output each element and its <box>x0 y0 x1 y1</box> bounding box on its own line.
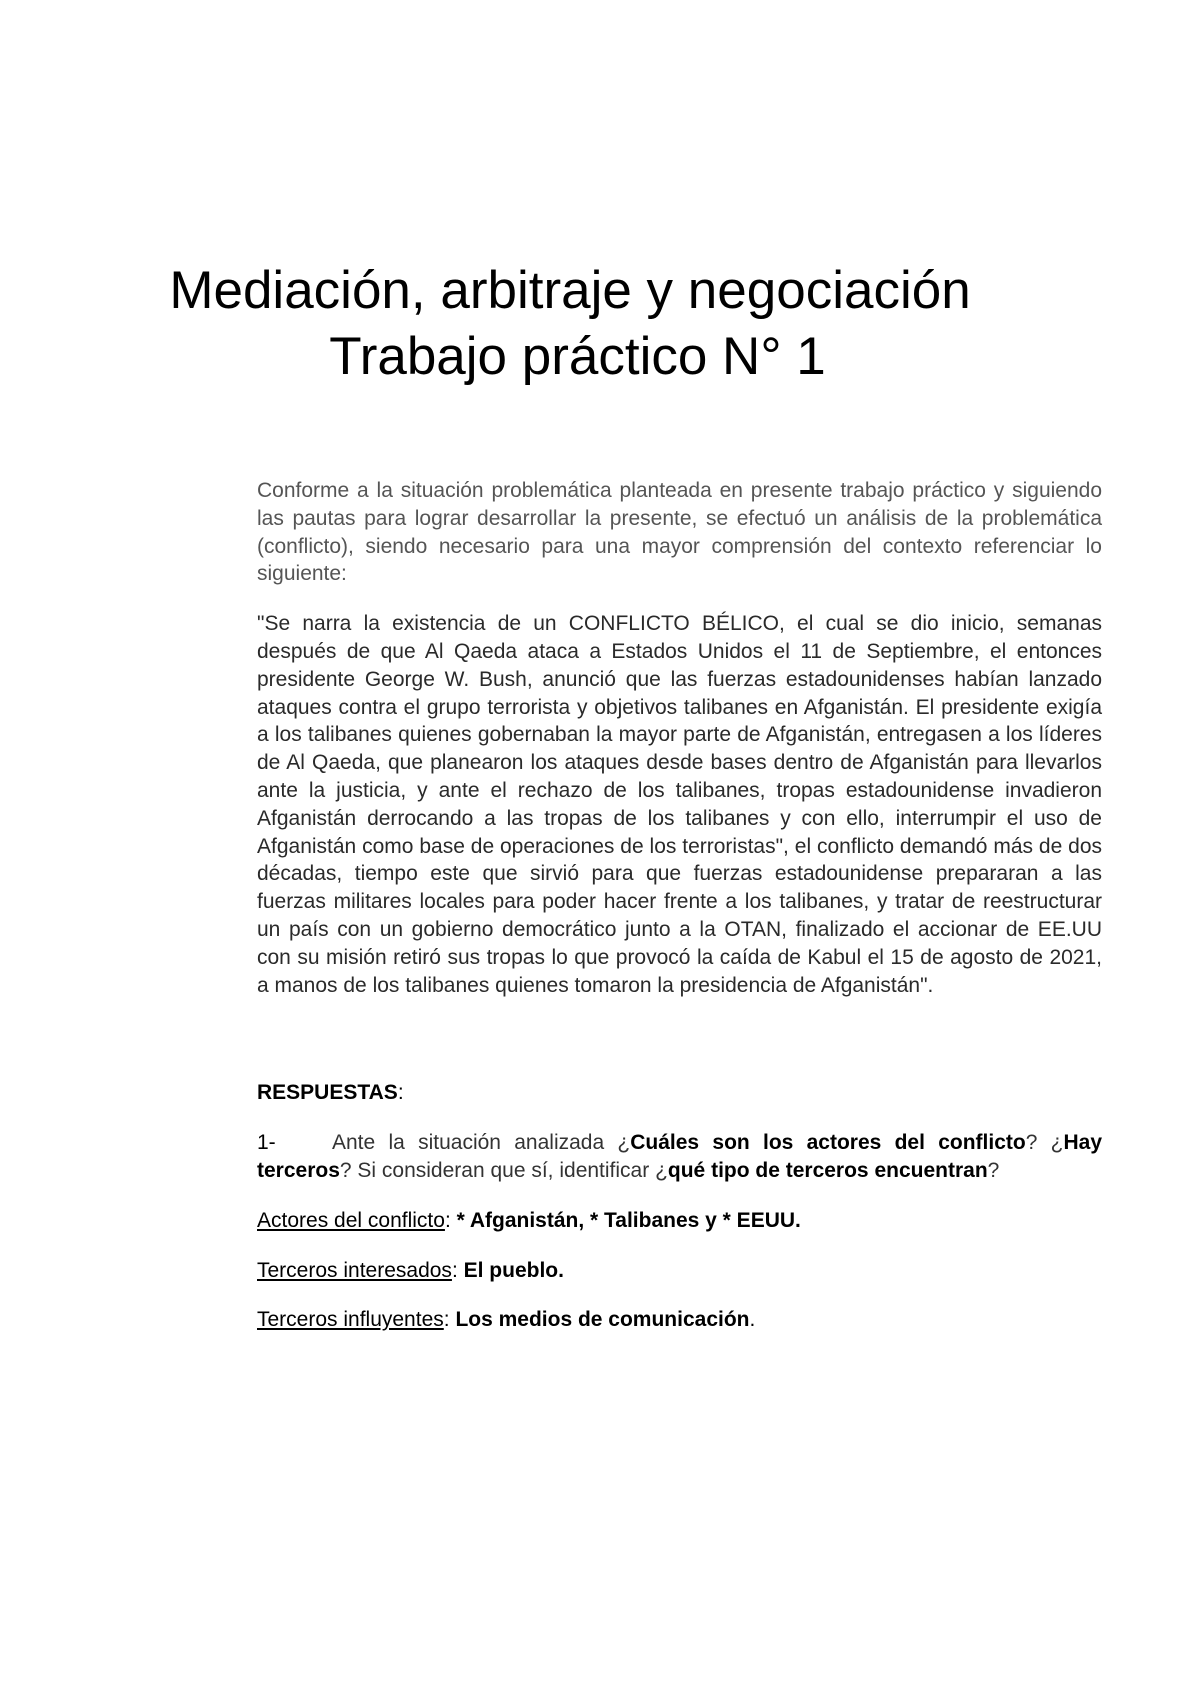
question-1 <box>257 1129 1102 1185</box>
answer-value: El pueblo. <box>463 1258 564 1282</box>
document-body <box>257 477 1102 1334</box>
question-text-2: ? ¿ <box>1025 1131 1064 1155</box>
answer-separator: : <box>451 1258 464 1282</box>
title-line-1: Mediación, arbitraje y negociación <box>169 261 971 320</box>
quote-paragraph: "Se narra la existencia de un CONFLICTO BÉLICO, el cual se dio inicio, semanas después de que Al Qaeda ataca a Estados Unidos el 11 de Septiembre, el entonces presidente George W. Bush, anunció que las fuerzas estadounidenses habían lanzado ataques contra el grupo terrorista y objetivos talibanes en Afganistán. El presidente exigía a los talibanes quienes gobernaban la mayor parte de Afganistán, entregasen a los líderes de Al Qaeda, que planearon los ataques desde bases dentro de Afganistán para llevarlos ante la justicia, y ante el rechazo de los talibanes, tropas estadounidense invadieron Afganistán derrocando a las tropas de los talibanes y con ello, interrumpir el uso de Afganistán como base de operaciones de los terroristas", el conflicto demandó más de dos décadas, tiempo este que sirvió para que fuerzas estadounidense prepararan a las fuerzas militares locales para poder hacer frente a los talibanes, y tratar de reestructurar un país con un gobierno democrático junto a la OTAN, finalizado el accionar de EE.UU con su misión retiró sus tropas lo que provocó la caída de Kabul el 15 de agosto de 2021, a manos de los talibanes quienes tomaron la presidencia de Afganistán". <box>257 612 1102 997</box>
question-text-4: ? <box>987 1158 1000 1182</box>
question-text-3: ? Si consideran que sí, identificar ¿ <box>339 1158 668 1182</box>
respuestas-heading <box>257 1079 1102 1107</box>
question-text-1: Ante la situación analizada ¿ <box>332 1131 631 1155</box>
respuestas-heading-text: RESPUESTAS <box>257 1081 398 1105</box>
answer-value: Los medios de comunicación <box>455 1308 750 1332</box>
answer-trail: . <box>749 1308 756 1332</box>
document-title <box>0 258 1200 390</box>
answer-label: Terceros interesados <box>257 1258 452 1282</box>
answer-separator: : <box>444 1208 457 1232</box>
respuestas-heading-colon: : <box>397 1081 404 1105</box>
question-number: 1- <box>257 1131 276 1155</box>
answer-actores <box>257 1207 1102 1235</box>
question-bold-2: Hay terceros <box>257 1131 1103 1182</box>
answer-terceros-interesados <box>257 1257 1102 1285</box>
question-bold-1: Cuáles son los actores del conflicto <box>630 1131 1026 1155</box>
answer-terceros-influyentes <box>257 1306 1102 1334</box>
answer-label: Terceros influyentes <box>257 1308 444 1332</box>
title-line-2: Trabajo práctico N° 1 <box>329 327 826 386</box>
intro-paragraph: Conforme a la situación problemática planteada en presente trabajo práctico y siguiendo las pautas para lograr desarrollar la presente, se efectuó un análisis de la problemática (conflicto), siendo necesario para una mayor comprensión del contexto referenciar lo siguiente: <box>257 479 1102 586</box>
answer-value: * Afganistán, * Talibanes y * EEUU. <box>456 1208 801 1232</box>
answer-label: Actores del conflicto <box>257 1208 445 1232</box>
question-bold-3: qué tipo de terceros encuentran <box>667 1158 988 1182</box>
answer-separator: : <box>443 1308 456 1332</box>
